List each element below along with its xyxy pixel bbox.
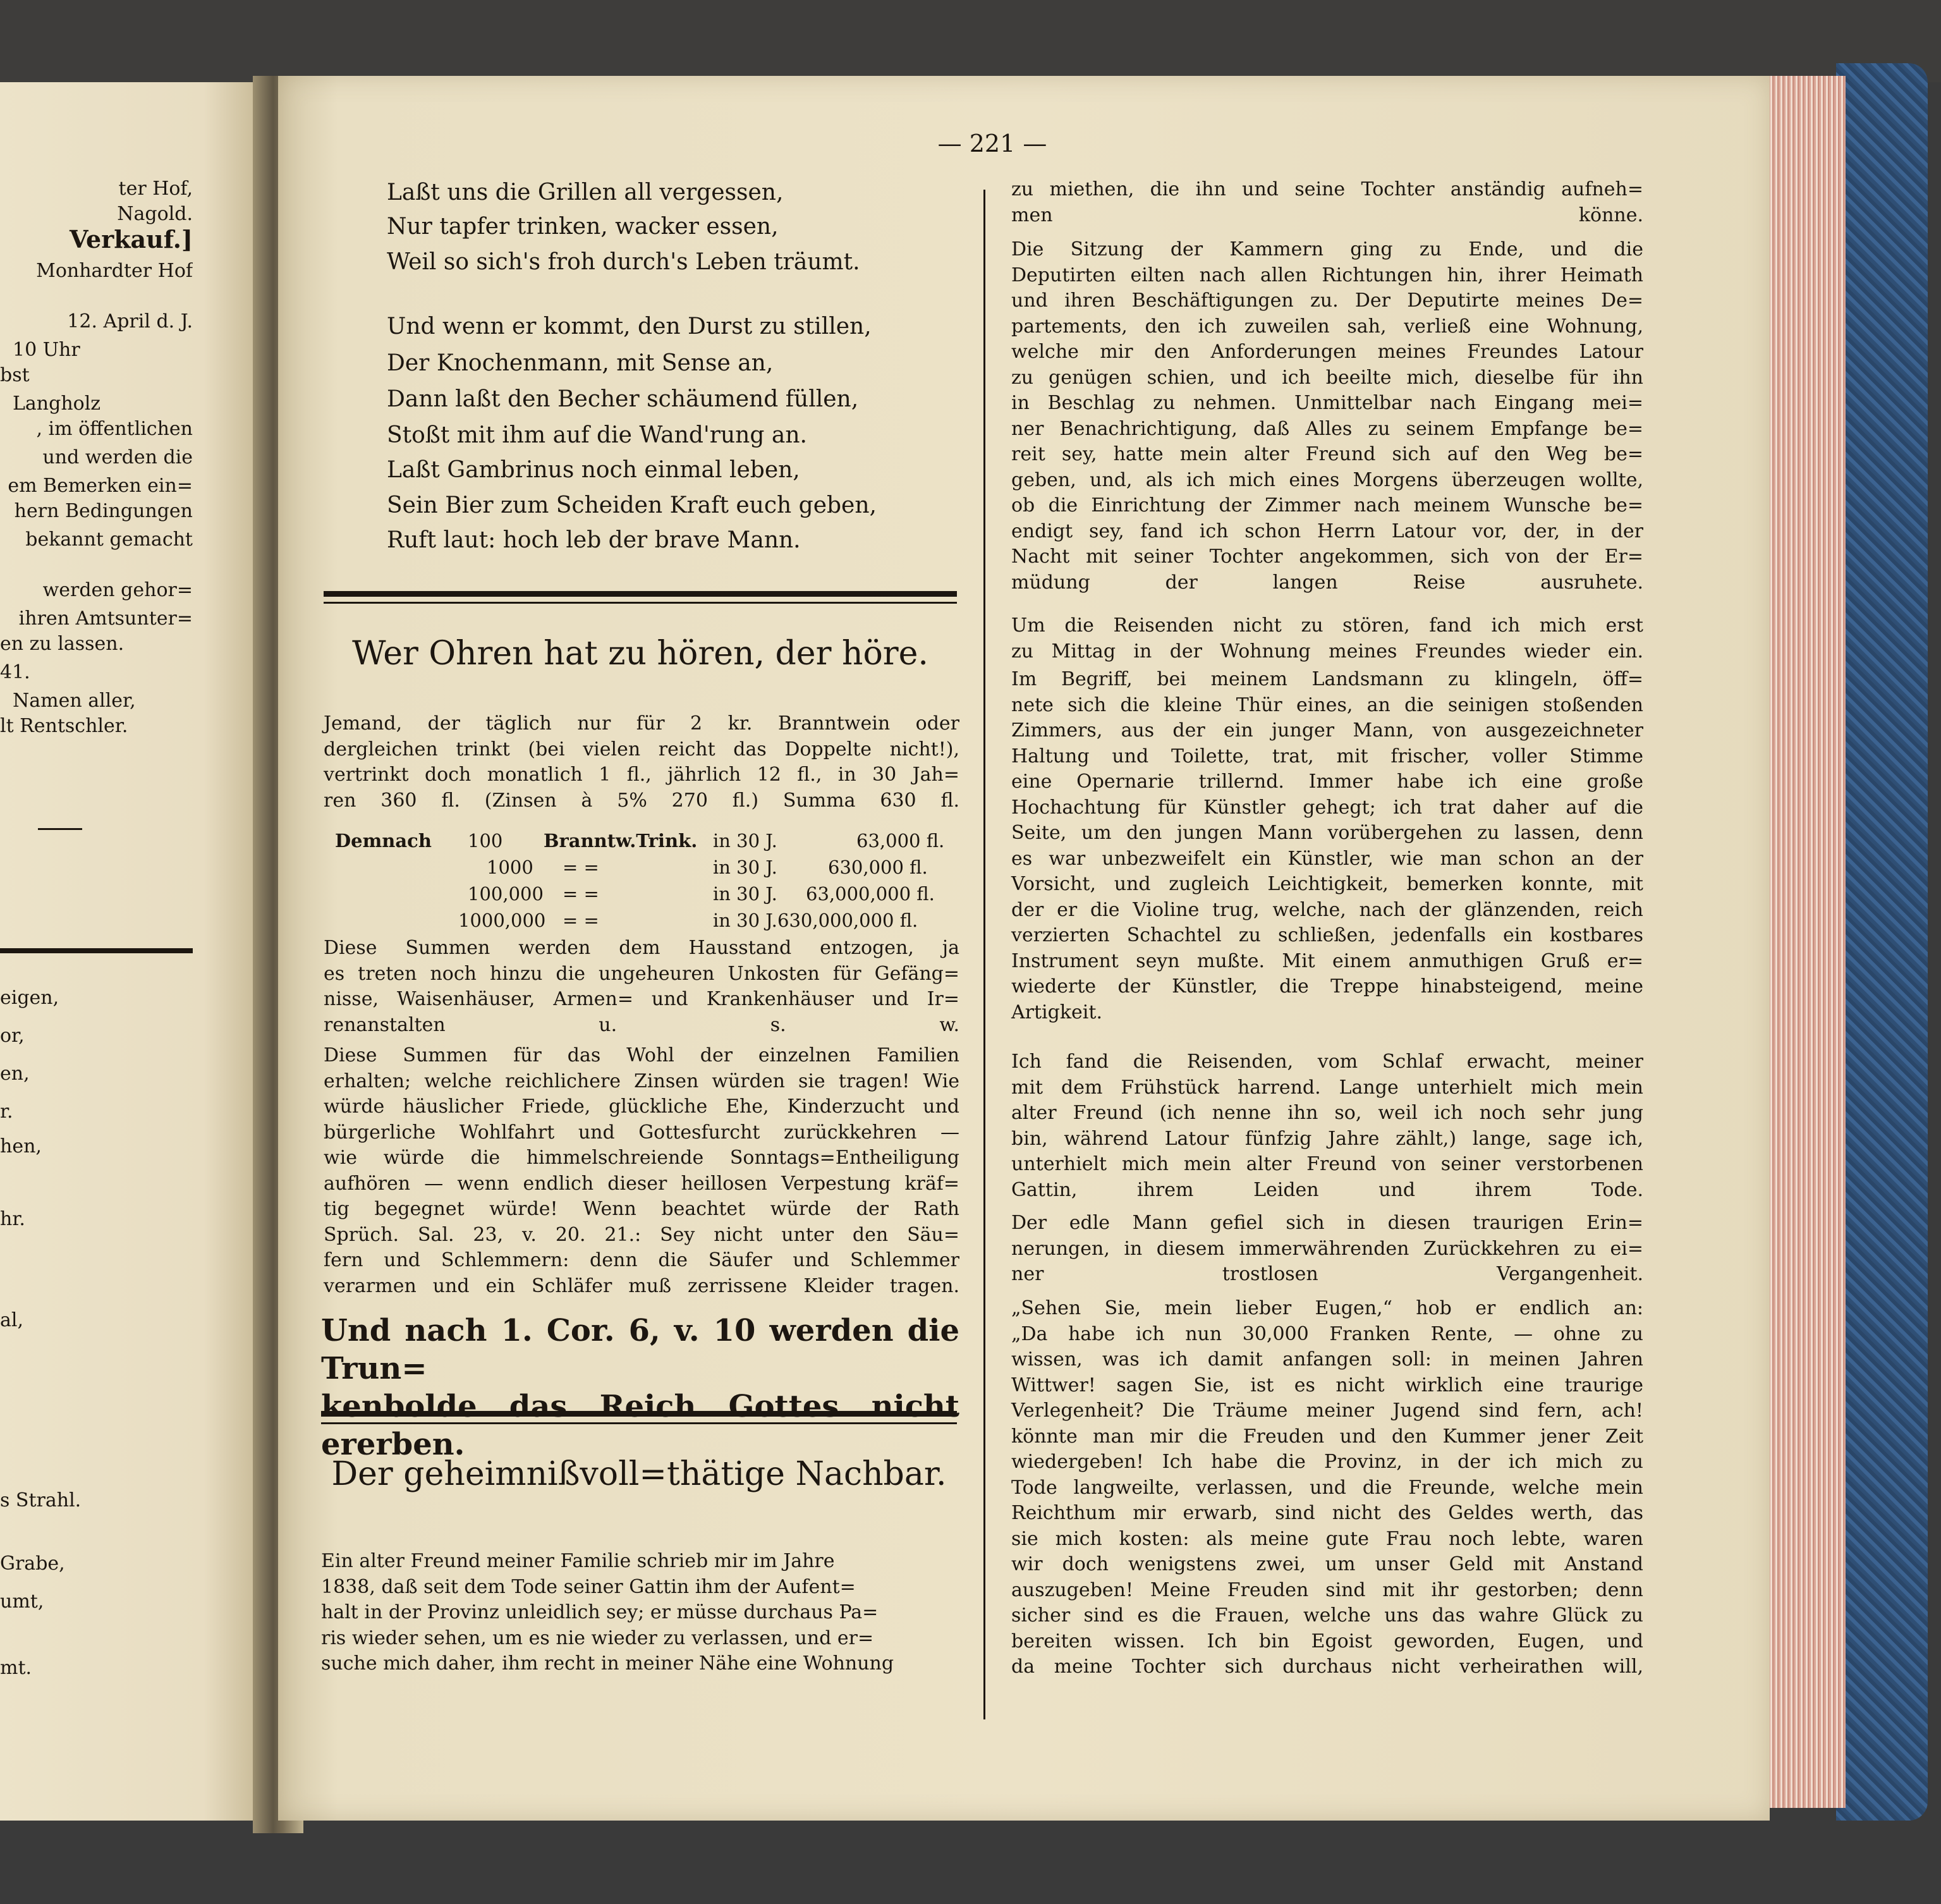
poem-line: Dann laßt den Becher schäumend füllen,	[387, 386, 859, 412]
closing-verse: Und nach 1. Cor. 6, v. 10 werden die Trun= kenbolde das Reich Gottes nicht ererben.	[321, 1313, 959, 1462]
left-page-line: mt.	[0, 1657, 32, 1679]
section-rule-thin	[324, 602, 957, 604]
section-heading: Wer Ohren hat zu hören, der höre.	[352, 635, 928, 673]
left-page-line: 12. April d. J.	[67, 310, 193, 333]
table-label: = =	[563, 857, 599, 878]
poem-line: Sein Bier zum Scheiden Kraft euch geben,	[387, 492, 877, 518]
left-page-rule	[0, 948, 193, 953]
left-page-line: r.	[0, 1101, 13, 1123]
story-paragraph: Ich fand die Reisenden, vom Schlaf erwacht, meiner mit dem Frühstück harrend. Lange unterhielt mich mein alter Freund (ich nenne ihn so, weil ich noch sehr jung bin, während Latour fünfzig Jahre zählt,) lange, sage ich, unterhielt mich mein alter Freund von seiner verstorbenen Gattin, ihrem Leiden und ihrem Tode.	[1011, 1051, 1643, 1201]
table-row	[326, 828, 958, 853]
poem-line: Ruft laut: hoch leb der brave Mann.	[387, 527, 801, 553]
left-page-line: s Strahl.	[0, 1489, 82, 1511]
left-page-line: bekannt gemacht	[25, 528, 193, 551]
table-row	[326, 855, 958, 880]
poem-line: Der Knochenmann, mit Sense an,	[387, 350, 774, 376]
book-cover-blue	[1836, 63, 1928, 1821]
left-page-line: lt Rentschler.	[0, 715, 128, 737]
table-amount: 63,000,000 fl.	[806, 883, 935, 905]
left-page-line: Nagold.	[117, 203, 193, 225]
intro-paragraph: Jemand, der täglich nur für 2 kr. Branntwein oder dergleichen trinkt (bei vielen reicht das Doppelte nicht!), vertrinkt doch monatlich 1 fl., jährlich 12 fl., in 30 Jah= ren 360 fl. (Zinsen à 5% 270 fl.) Summa 630 fl.	[324, 712, 959, 812]
left-page-line: en zu lassen.	[0, 633, 125, 655]
left-page-line: bst	[0, 364, 30, 386]
left-page-line: or,	[0, 1025, 25, 1047]
table-label: = =	[563, 883, 599, 905]
table-lead: Demnach	[335, 830, 432, 851]
left-page-line: werden gehor=	[42, 579, 193, 601]
table-amount: 630,000 fl.	[828, 857, 928, 878]
table-period: in 30 J.	[713, 883, 777, 905]
story-paragraph: Im Begriff, bei meinem Landsmann zu klingeln, öff= nete sich die kleine Thür eines, an die seinigen stoßenden Zimmers, aus der ein junger Mann, von ausgezeichneter Haltung und Toilette, trat, mit frischer, voller Stimme eine Opernarie trillernd. Immer habe ich eine große Hochachtung für Künstler gehegt; ich trat daher auf die Seite, um den jungen Mann vorübergehen zu lassen, denn es war unbezweifelt ein Künstler, wie man schon an der Vorsicht, und zugleich Leichtigkeit, bemerken konnte, mit der er die Violine trug, welche, nach der glänzenden, reich verzierten Schachtel zu schließen, jedenfalls ein kostbares Instrument seyn mußte. Mit einem anmuthigen Gruß er= wiederte der Künstler, die Treppe hinabsteigend, meine Artigkeit.	[1011, 668, 1643, 1023]
left-page	[0, 82, 272, 1821]
table-period: in 30 J.	[713, 830, 777, 851]
table-count: 100,000	[468, 883, 544, 905]
left-page-line: hr.	[0, 1208, 25, 1230]
section-heading: Der geheimnißvoll=thätige Nachbar.	[331, 1455, 947, 1493]
page-number: — 221 —	[937, 130, 1047, 157]
left-page-line: em Bemerken ein=	[8, 475, 193, 497]
poem-line: Weil so sich's froh durch's Leben träumt.	[387, 249, 860, 275]
left-page-line: Verkauf.]	[70, 228, 193, 252]
poem-line: Laßt Gambrinus noch einmal leben,	[387, 457, 800, 483]
left-page-line: ihren Amtsunter=	[18, 607, 193, 630]
table-amount: 630,000,000 fl.	[777, 910, 918, 931]
story-paragraph: zu miethen, die ihn und seine Tochter anständig aufneh= men könne.	[1011, 178, 1643, 226]
left-page-line: hern Bedingungen	[14, 500, 193, 522]
table-count: 1000,000	[458, 910, 546, 931]
left-page-line: en,	[0, 1063, 30, 1085]
left-page-line: 41.	[0, 661, 30, 683]
table-row	[326, 881, 958, 906]
table-label: = =	[563, 910, 599, 931]
section-rule-thin	[321, 1422, 957, 1424]
story-paragraph: Ein alter Freund meiner Familie schrieb mir im Jahre 1838, daß seit dem Tode seiner Gattin ihm der Aufent= halt in der Provinz unleidlich sey; er müsse durchaus Pa= ris wieder sehen, um es nie wieder zu verlassen, und er= suche mich daher, ihm recht in meiner Nähe eine Wohnung	[321, 1550, 894, 1675]
table-row	[326, 908, 958, 933]
poem-line: Stoßt mit ihm auf die Wand'rung an.	[387, 422, 807, 448]
left-page-line: ter Hof,	[118, 178, 193, 200]
background-top	[0, 0, 1941, 82]
story-paragraph: Die Sitzung der Kammern ging zu Ende, und die Deputirten eilten nach allen Richtungen hin, ihrer Heimath und ihren Beschäftigungen zu. Der Deputirte meines De= partements, den ich zuweilen sah, verließ eine Wohnung, welche mir den Anforderungen meines Freundes Latour zu genügen schien, und ich beeilte mich, dieselbe für ihn in Beschlag zu nehmen. Unmittelbar nach Eingang mei= ner Benachrichtigung, daß Alles zu seinem Empfange be= reit sey, hatte mein alter Freund sich auf den Weg be= geben, und, als ich mich eines Morgens überzeugen wollte, ob die Einrichtung der Zimmer nach meinem Wunsche be= endigt sey, fand ich schon Herrn Latour vor, der, in der Nacht mit seiner Tochter angekommen, sich von der Er= müdung der langen Reise ausruhete.	[1011, 238, 1643, 594]
section-rule	[324, 591, 957, 597]
story-paragraph: Der edle Mann gefiel sich in diesen traurigen Erin= nerungen, in diesem immerwährenden Zurückkehren zu ei= ner trostlosen Vergangenheit.	[1011, 1212, 1643, 1285]
story-paragraph: Um die Reisenden nicht zu stören, fand ich mich erst zu Mittag in der Wohnung meines Freundes wieder ein.	[1011, 614, 1643, 662]
left-page-short-rule	[38, 828, 82, 830]
body-paragraph: Diese Summen für das Wohl der einzelnen Familien erhalten; welche reichlichere Zinsen würden sie tragen! Wie würde häuslicher Friede, glückliche Ehe, Kinderzucht und bürgerliche Wohlfahrt und Gottesfurcht zurückkehren — wie würde die himmelschreiende Sonntags=Entheiligung aufhören — wenn endlich dieser heillosen Verpestung kräf= tig begegnet würde! Wenn beachtet würde der Rath Sprüch. Sal. 23, v. 20. 21.: Sey nicht unter den Säu= fern und Schlemmern: denn die Säufer und Schlemmer verarmen und ein Schläfer muß zerrissene Kleider tragen.	[324, 1044, 959, 1297]
poem-line: Laßt uns die Grillen all vergessen,	[387, 180, 784, 205]
body-paragraph: Diese Summen werden dem Hausstand entzogen, ja es treten noch hinzu die ungeheuren Unkosten für Gefäng= nisse, Waisenhäuser, Armen= und Krankenhäuser und Ir= renanstalten u. s. w.	[324, 937, 959, 1036]
poem-line: Nur tapfer trinken, wacker essen,	[387, 214, 779, 240]
left-page-line: umt,	[0, 1590, 44, 1613]
left-page-line: Namen aller,	[13, 690, 136, 712]
table-count: 100	[468, 830, 503, 851]
table-label: Branntw.Trink.	[544, 830, 698, 851]
left-page-line: al,	[0, 1309, 24, 1331]
left-page-line: 10 Uhr	[13, 339, 80, 361]
poem-line: Und wenn er kommt, den Durst zu stillen,	[387, 314, 872, 339]
story-paragraph: „Sehen Sie, mein lieber Eugen,“ hob er endlich an: „Da habe ich nun 30,000 Franken Rente, — ohne zu wissen, was ich damit anfangen soll: in meinen Jahren Wittwer! sagen Sie, ist es nicht wirklich eine traurige Verlegenheit? Die Träume meiner Jugend sind fern, ach! könnte man mir die Freuden und den Kummer jener Zeit wiedergeben! Ich habe die Provinz, in der ich mich zu Tode langweilte, verlassen, und die Freunde, welche mein Reichthum mir erwarb, sind nicht des Geldes werth, das sie mich kosten: als meine gute Frau noch lebte, waren wir doch wenigstens zwei, um unser Geld mit Anstand auszugeben! Meine Freuden sind mit ihr gestorben; denn sicher sind es die Frauen, welche uns das wahre Glück zu bereiten wissen. Ich bin Egoist geworden, Eugen, und da meine Tochter sich durchaus nicht verheirathen will,	[1011, 1297, 1643, 1678]
table-period: in 30 J.	[713, 857, 777, 878]
section-rule	[321, 1411, 957, 1417]
column-divider	[983, 190, 985, 1719]
left-page-line: eigen,	[0, 987, 59, 1009]
left-page-line: und werden die	[42, 446, 193, 468]
left-page-line: Monhardter Hof	[36, 260, 193, 282]
page-edges	[1763, 76, 1846, 1808]
table-count: 1000	[487, 857, 533, 878]
left-page-line: Langholz	[13, 393, 101, 415]
left-page-line: hen,	[0, 1135, 42, 1157]
table-amount: 63,000 fl.	[856, 830, 945, 851]
left-page-line: , im öffentlichen	[36, 418, 193, 440]
left-page-line: Grabe,	[0, 1553, 65, 1575]
table-period: in 30 J.	[713, 910, 777, 931]
